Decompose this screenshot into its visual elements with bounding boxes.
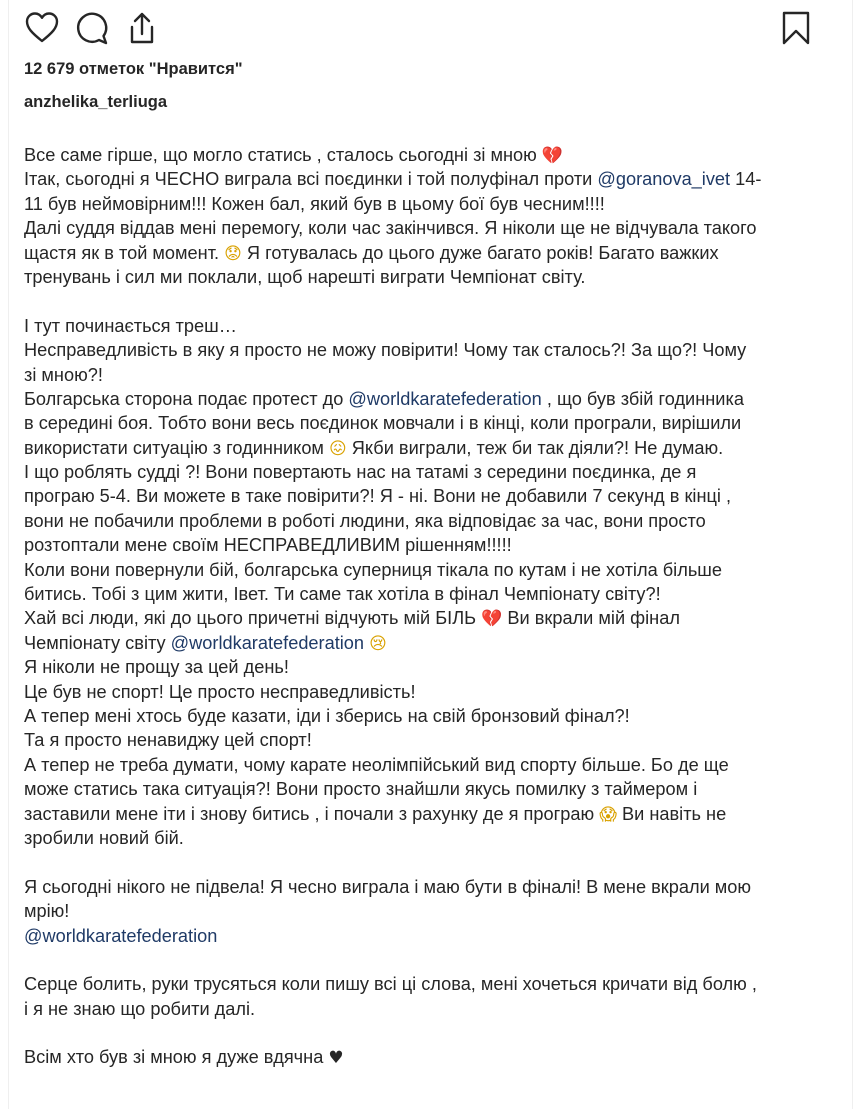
caption-line: Та я просто ненавиджу цей спорт! [24,730,312,751]
caption-line: і я не знаю що робити далі. [24,998,256,1019]
caption-line: вони не побачили проблеми в роботі людини, яка відповідає за час, вони просто [24,510,706,531]
caption-line: зробили новий бій. [24,827,184,848]
caption-line: І тут починається треш… [24,315,237,336]
mention-link[interactable]: @goranova_ivet [597,169,731,190]
caption-line: розтоптали мене своїм НЕСПРАВЕДЛИВИМ рішенням!!!!! [24,535,512,556]
caption-line: А тепер не треба думати, чому карате неолімпійський вид спорту більше. Бо де ще [24,754,729,775]
caption-line: 14- [730,169,762,190]
caption-line: Несправедливість в яку я просто не можу повірити! Чому так сталось?! За що?! Чому [24,340,747,361]
heart-icon[interactable] [24,10,60,46]
caption-line: , що був збій годинника [541,388,744,409]
crying-face-emoji-icon: 😢 [369,633,387,654]
caption-line: Все саме гірше, що могло статись , сталось сьогодні зі мною [24,145,542,165]
caption-line: Хай всі люди, які до цього причетні відчують мій БІЛЬ [24,608,482,629]
caption-line: щастя як в той момент. [24,242,225,263]
caption-line: в середині боя. Тобто вони весь поєдинок мовчали і в кінці, коли програли, вирішили [24,413,742,434]
broken-heart-emoji-icon: 💔 [481,609,503,630]
mention-link[interactable]: @worldkaratefederation [348,388,542,409]
caption-line: І що роблять судді ?! Вони повертають нас на татамі з середини поєдинка, де я [24,462,697,483]
caption-line: Якби виграли, теж би так діяли?! Не думаю. [346,437,724,458]
caption-line: Всім хто був зі мною я дуже вдячна [24,1047,329,1068]
mention-link[interactable]: @worldkaratefederation [170,632,365,653]
caption-line: Болгарська сторона подає протест до [24,388,349,409]
caption-line: Далі суддя віддав мені перемогу, коли час закінчився. Я ніколи ще не відчувала такого [24,218,757,239]
caption-line: А тепер мені хтось буде казати, іди і зберись на свій бронзовий фінал?! [24,705,630,726]
caption-line: 11 був неймовірним!!! Кожен бал, який був в цьому бої був чесним!!!! [24,193,605,214]
caption-line: Чемпіонату світу [24,632,171,653]
caption-line: програю 5-4. Ви можете в таке повірити?! Я - ні. Вони не добавили 7 секунд в кінці , [24,486,732,507]
caption-line: мрію! [24,901,70,922]
caption-line: Я сьогодні нікого не підвела! Я чесно виграла і маю бути в фіналі! В мене вкрали мою [24,876,752,897]
caption-line: Коли вони повернули бій, болгарська суперниця тікала по кутам і не хотіла більше [24,559,722,580]
blank-line [24,948,814,972]
broken-heart-emoji-icon: 💔 [541,146,564,166]
caption-line: Я ніколи не прощу за цей день! [24,657,289,678]
caption-line: Це був не спорт! Це просто несправедливість! [24,681,416,702]
caption-line: Ітак, сьогодні я ЧЕСНО виграла всі поєдинки і той полуфінал проти [24,169,598,190]
caption-line: битись. Тобі з цим жити, Івет. Ти саме так хотіла в фінал Чемпіонату світу?! [24,584,661,605]
caption-line: використати ситуацію з годинником [24,437,329,458]
likes-count[interactable]: 12 679 отметок "Нравится" [24,60,243,78]
blank-line [24,289,814,313]
caption-line: заставили мене іти і знову битись , і почали з рахунку де я програю [24,803,600,824]
bookmark-icon[interactable] [778,10,814,46]
action-bar [24,10,814,50]
confounded-face-emoji-icon: 😖 [329,438,347,459]
caption-line: Ви навіть не [616,803,727,824]
post-caption [24,143,814,1070]
caption-line: Я готувалась до цього дуже багато років! Багато важких [241,242,719,263]
worried-face-emoji-icon: 😟 [224,243,242,264]
mention-link[interactable]: @worldkaratefederation [24,925,218,946]
blank-line [24,850,814,874]
caption-line: зі мною?! [24,364,103,385]
comment-icon[interactable] [74,10,110,46]
caption-line: Ви вкрали мій фінал [502,608,680,629]
black-heart-emoji-icon: ♥ [328,1048,344,1069]
caption-line: Серце болить, руки трусяться коли пишу всі ці слова, мені хочеться кричати від болю , [24,974,757,995]
blank-line [24,1021,814,1045]
caption-line: тренувань і сил ми поклали, щоб нарешті виграти Чемпіонат світу. [24,266,586,287]
shocked-face-emoji-icon: 😱 [599,804,617,825]
author-username[interactable]: anzhelika_terliuga [24,93,168,111]
caption-line: може статись така ситуація?! Вони просто знайшли якусь помилку з таймером і [24,779,698,800]
share-icon[interactable] [124,10,160,46]
